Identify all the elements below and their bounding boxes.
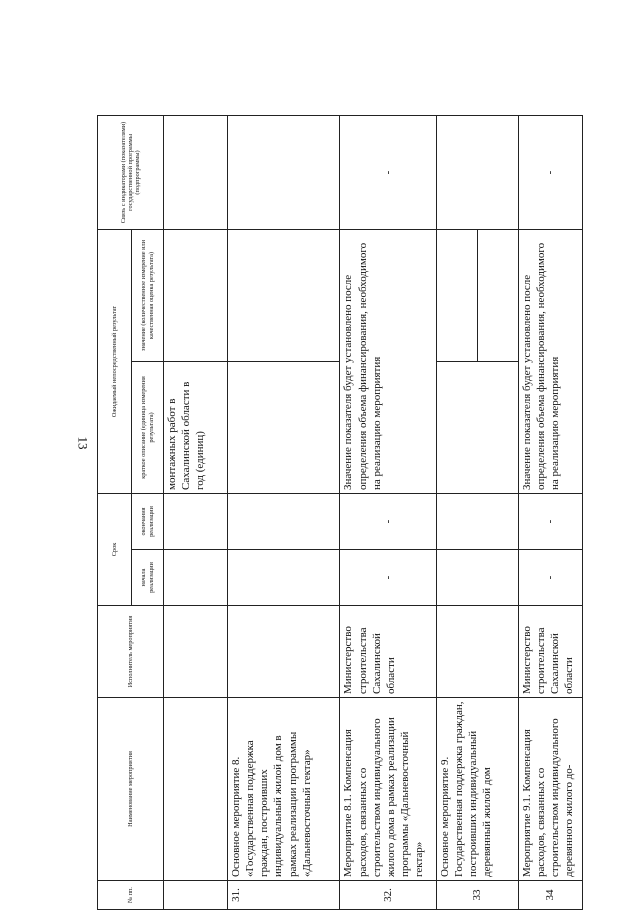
cell-start: - [518,550,582,606]
cell-link [164,115,228,229]
cell-start: - [340,550,436,606]
cell-name [164,698,228,881]
cell-value-bottom [477,230,518,361]
header-link: Связь с индикаторами (показателями) государственной программы (подпрограммы) [98,115,164,229]
cell-end: - [518,494,582,550]
cell-executor: Министерство строительства Сахалинской области [518,606,582,698]
cell-name: Основное мероприятие 8. «Государственная поддержка граждан, построивших индивидуальный жилой дом в рамках реализации программы «Дальневосточный гектар» [228,698,340,881]
cell-link: - [518,115,582,229]
cell-desc [436,362,518,494]
table-row [228,115,340,909]
cell-num: 31. [228,881,340,910]
header-name: Наименование мероприятия [98,698,164,881]
cell-num [164,881,228,910]
header-result-value: значение (количественное измерение или качественная оценка результата) [132,229,164,361]
cell-desc: Значение показателя будет установлено после определения объема финансирования, необходимого на реализацию мероприятия [518,229,582,493]
cell-executor: Министерство строительства Сахалинской области [340,606,436,698]
header-result-desc: краткое описание (единица измерения результата) [132,362,164,494]
cell-end [436,494,518,550]
cell-desc: монтажных работ в Сахалинской области в год (единиц) [164,362,228,494]
table-row [340,115,436,909]
measures-table [97,116,583,910]
table-row [518,115,582,909]
table-row [436,115,518,909]
cell-end [164,494,228,550]
header-result: Ожидаемый непосредственный результат [98,229,132,493]
cell-value-top [437,230,478,361]
header-start: начала реализации [132,550,164,606]
cell-value [164,229,228,361]
header-executor: Исполнитель мероприятия [98,606,164,698]
cell-executor [164,606,228,698]
header-num: № пп. [98,881,164,910]
cell-value [228,229,340,361]
cell-value [436,229,518,361]
cell-num: 34 [518,881,582,910]
cell-start [228,550,340,606]
table-row [164,115,228,909]
cell-link: - [340,115,436,229]
cell-name: Мероприятие 9.1. Компенсация расходов, связанных со строительством индивидуального деревянного жилого до- [518,698,582,881]
cell-start [436,550,518,606]
cell-name: Основное мероприятие 9. Государственная поддержка граждан, построивших индивидуальный деревянный жилой дом [436,698,518,881]
cell-link [228,115,340,229]
cell-num: 33 [436,881,518,910]
cell-executor [436,606,518,698]
cell-num: 32. [340,881,436,910]
cell-desc: Значение показателя будет установлено после определения объема финансирования, необходимого на реализацию мероприятия [340,229,436,493]
cell-desc [228,362,340,494]
cell-executor [228,606,340,698]
cell-end: - [340,494,436,550]
page-number: 13 [75,436,91,450]
header-term: Срок [98,494,132,606]
cell-end [228,494,340,550]
cell-name: Мероприятие 8.1. Компенсация расходов, связанных со строительством индивидуального жилого дома в рамках реализации программы «Дальневосточный гектар» [340,698,436,881]
cell-start [164,550,228,606]
header-end: окончания реализации [132,494,164,550]
cell-link [436,115,518,229]
